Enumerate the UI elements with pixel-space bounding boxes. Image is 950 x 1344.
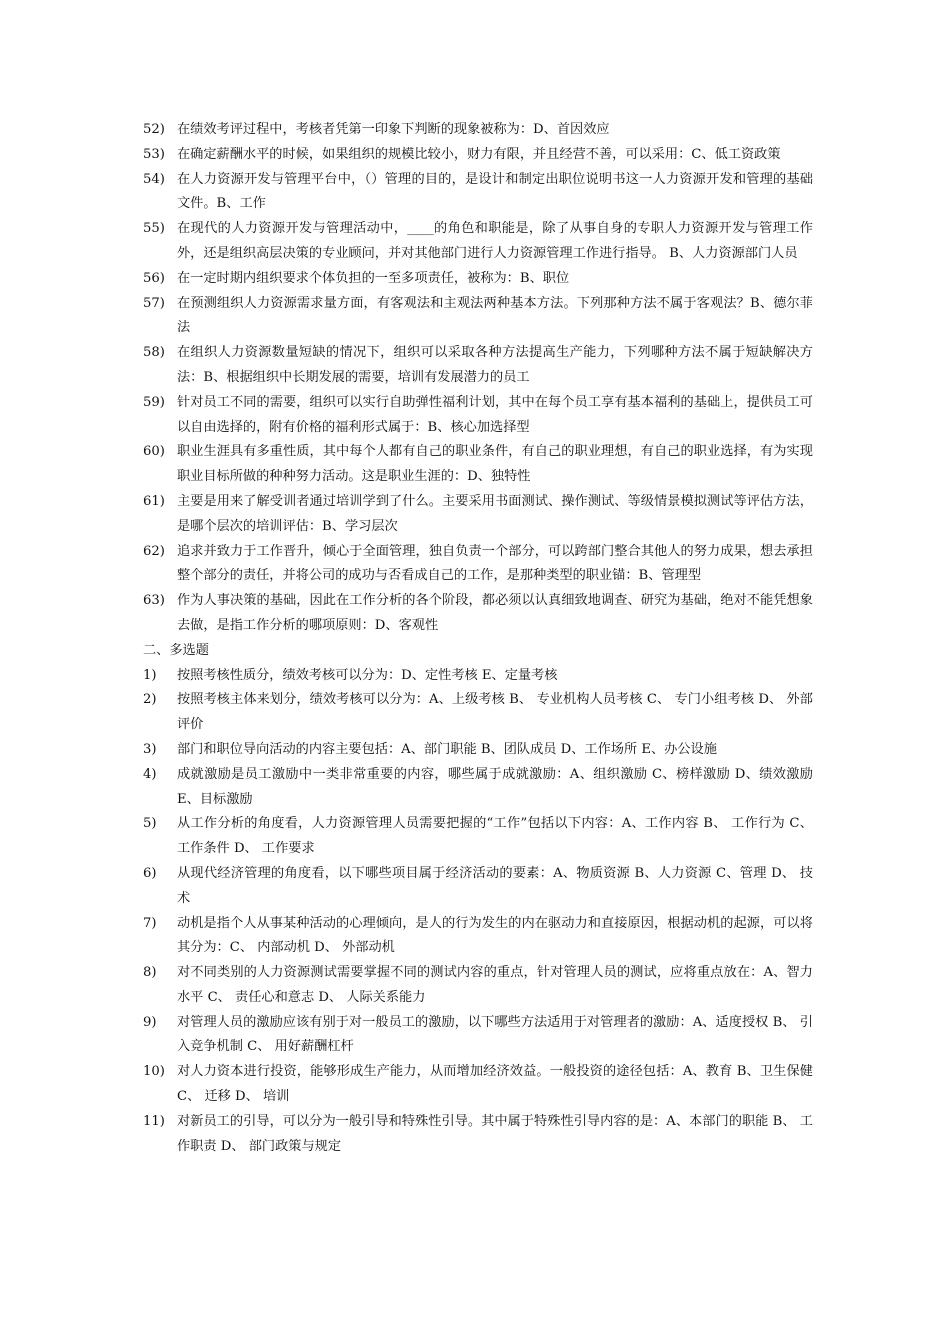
question-number: 52) xyxy=(143,122,165,137)
question-number: 55) xyxy=(143,221,165,237)
question-number: 1) xyxy=(143,667,157,683)
question-number: 62) xyxy=(143,543,165,559)
question-item xyxy=(143,763,813,813)
document-body xyxy=(143,118,813,1159)
question-text: 成就激励是员工激励中一类非常重要的内容，哪些属于成就激励：A、组织激励 C、榜样激励 D、绩效激励 E、目标激励 xyxy=(177,766,813,807)
question-item xyxy=(143,391,813,441)
question-text: 对不同类别的人力资源测试需要掌握不同的测试内容的重点，针对管理人员的测试，应将重点放在：A、智力水平 C、 责任心和意志 D、 人际关系能力 xyxy=(177,965,813,1005)
multi-choice-list xyxy=(143,664,813,1160)
question-item xyxy=(143,217,813,267)
question-text: 在确定薪酬水平的时候，如果组织的规模比较小，财力有限，并且经营不善，可以采用：C、低工资政策 xyxy=(177,146,781,162)
single-choice-list xyxy=(143,118,813,639)
question-text: 主要是用来了解受训者通过培训学到了什么。主要采用书面测试、操作测试、等级情景模拟测试等评估方法，是哪个层次的培训评估：B、学习层次 xyxy=(177,493,813,534)
question-text: 按照考核主体来划分，绩效考核可以分为：A、上级考核 B、 专业机构人员考核 C、 专门小组考核 D、 外部评价 xyxy=(177,692,813,733)
question-number: 54) xyxy=(143,171,165,187)
question-text: 职业生涯具有多重性质，其中每个人都有自己的职业条件，有自己的职业理想，有自己的职业选择，有为实现职业目标所做的种种努力活动。这是职业生涯的：D、独特性 xyxy=(177,444,813,485)
question-item xyxy=(143,738,813,763)
question-item xyxy=(143,292,813,342)
question-number: 8) xyxy=(143,965,157,981)
question-item xyxy=(143,440,813,490)
question-number: 58) xyxy=(143,345,165,361)
question-item xyxy=(143,664,813,689)
question-text: 追求并致力于工作晋升，倾心于全面管理，独自负责一个部分，可以跨部门整合其他人的努力成果，想去承担整个部分的责任，并将公司的成功与否看成自己的工作，是那种类型的职业锚：B、管理型 xyxy=(177,543,813,584)
question-text: 在组织人力资源数量短缺的情况下，组织可以采取各种方法提高生产能力，下列哪种方法不属于短缺解决方法：B、根据组织中长期发展的需要，培训有发展潜力的员工 xyxy=(177,345,813,385)
question-text: 在现代的人力资源开发与管理活动中，____的角色和职能是，除了从事自身的专职人力资源开发与管理工作外，还是组织高层决策的专业顾问，并对其他部门进行人力资源管理工作进行指导。 B、人力资源部门人员 xyxy=(177,221,813,261)
question-number: 2) xyxy=(143,692,157,708)
question-item xyxy=(143,267,813,292)
question-text: 对新员工的引导，可以分为一般引导和特殊性引导。其中属于特殊性引导内容的是：A、本部门的职能 B、 工作职责 D、 部门政策与规定 xyxy=(177,1113,813,1154)
question-number: 9) xyxy=(143,1014,157,1030)
question-item xyxy=(143,589,813,639)
question-text: 按照考核性质分，绩效考核可以分为：D、定性考核 E、定量考核 xyxy=(177,667,558,683)
question-item xyxy=(143,341,813,391)
question-number: 53) xyxy=(143,146,165,162)
question-number: 61) xyxy=(143,493,165,509)
question-text: 从现代经济管理的角度看，以下哪些项目属于经济活动的要素：A、物质资源 B、人力资源 C、管理 D、 技术 xyxy=(177,865,813,906)
question-number: 56) xyxy=(143,270,165,286)
question-number: 63) xyxy=(143,593,165,609)
question-item xyxy=(143,168,813,218)
question-item xyxy=(143,812,813,862)
question-text: 作为人事决策的基础，因此在工作分析的各个阶段，都必须以认真细致地调查、研究为基础，绝对不能凭想象去做，是指工作分析的哪项原则：D、客观性 xyxy=(177,593,813,633)
question-number: 59) xyxy=(143,394,165,410)
question-item xyxy=(143,143,813,168)
question-item xyxy=(143,688,813,738)
question-number: 5) xyxy=(143,816,157,832)
question-item xyxy=(143,862,813,912)
question-text: 在预测组织人力资源需求量方面，有客观法和主观法两种基本方法。下列那种方法不属于客观法？B、德尔菲法 xyxy=(177,295,813,336)
question-number: 60) xyxy=(143,444,165,460)
question-number: 7) xyxy=(143,915,157,931)
question-item xyxy=(143,1060,813,1110)
question-number: 3) xyxy=(143,741,157,757)
question-text: 在绩效考评过程中，考核者凭第一印象下判断的现象被称为：D、首因效应 xyxy=(177,122,610,137)
question-item xyxy=(143,1011,813,1061)
question-number: 4) xyxy=(143,766,157,782)
question-text: 针对员工不同的需要，组织可以实行自助弹性福利计划，其中在每个员工享有基本福利的基础上，提供员工可以自由选择的，附有价格的福利形式属于：B、核心加选择型 xyxy=(177,394,813,435)
question-text: 动机是指个人从事某种活动的心理倾向，是人的行为发生的内在驱动力和直接原因，根据动机的起源，可以将其分为：C、 内部动机 D、 外部动机 xyxy=(177,915,813,956)
question-item xyxy=(143,1110,813,1160)
section-title-multi-choice: 二、多选题 xyxy=(143,642,209,658)
question-number: 6) xyxy=(143,865,157,881)
question-item xyxy=(143,912,813,962)
question-text: 在人力资源开发与管理平台中，（）管理的目的，是设计和制定出职位说明书这一人力资源开发和管理的基础文件。B、工作 xyxy=(177,171,813,212)
question-number: 11) xyxy=(143,1113,165,1129)
question-number: 57) xyxy=(143,295,165,311)
question-item xyxy=(143,961,813,1011)
question-item xyxy=(143,118,813,143)
question-text: 从工作分析的角度看，人力资源管理人员需要把握的“工作”包括以下内容：A、工作内容 B、 工作行为 C、 工作条件 D、 工作要求 xyxy=(177,816,813,857)
question-text: 对管理人员的激励应该有别于对一般员工的激励，以下哪些方法适用于对管理者的激励：A、适度授权 B、 引入竞争机制 C、 用好薪酬杠杆 xyxy=(177,1014,813,1055)
question-item xyxy=(143,540,813,590)
question-text: 部门和职位导向活动的内容主要包括：A、部门职能 B、团队成员 D、工作场所 E、办公设施 xyxy=(177,741,717,757)
question-number: 10) xyxy=(143,1064,165,1080)
question-item xyxy=(143,490,813,540)
question-text: 在一定时期内组织要求个体负担的一至多项责任，被称为：B、职位 xyxy=(177,270,570,286)
question-text: 对人力资本进行投资，能够形成生产能力，从而增加经济效益。一般投资的途径包括：A、教育 B、卫生保健 C、 迁移 D、 培训 xyxy=(177,1064,813,1105)
